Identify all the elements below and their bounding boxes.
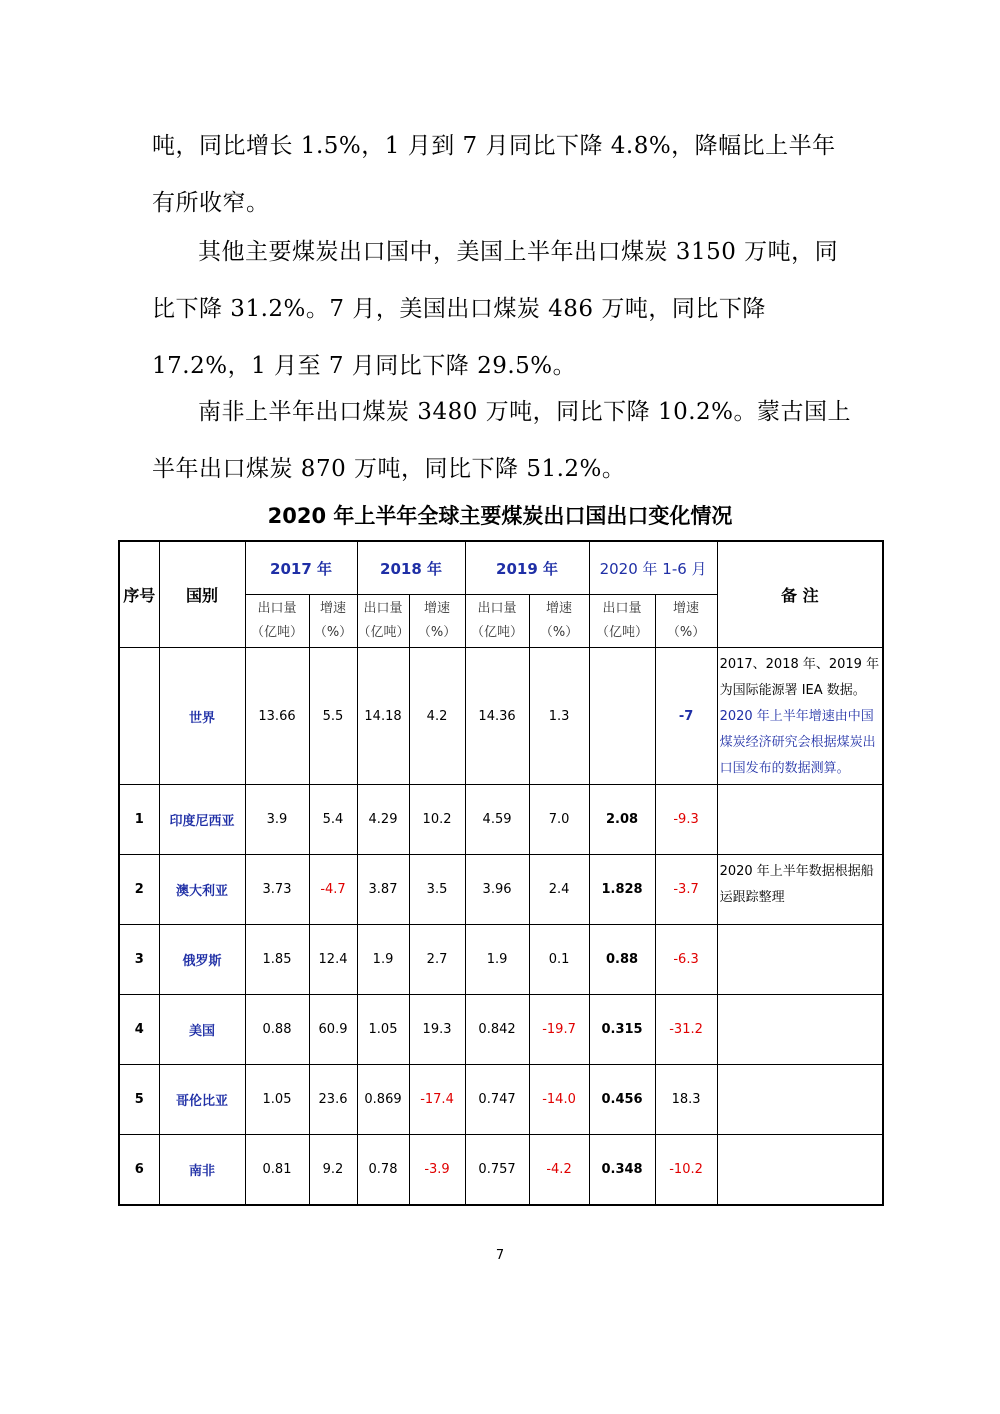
cell-g2019: -4.2 [529, 1135, 589, 1206]
table-row [119, 925, 883, 995]
cell-g2018: 19.3 [409, 995, 465, 1065]
cell-g2018: 4.2 [409, 648, 465, 785]
cell-seq: 2 [119, 855, 159, 925]
cell-v2018: 0.78 [357, 1135, 409, 1206]
cell-v2019: 1.9 [465, 925, 529, 995]
cell-seq: 4 [119, 995, 159, 1065]
cell-g2020: -3.7 [655, 855, 717, 925]
cell-g2018: 10.2 [409, 785, 465, 855]
cell-g2019: 0.1 [529, 925, 589, 995]
cell-g2019: 7.0 [529, 785, 589, 855]
cell-v2020: 0.88 [589, 925, 655, 995]
cell-v2017: 13.66 [245, 648, 309, 785]
cell-remark [717, 995, 883, 1065]
table-row [119, 1135, 883, 1206]
subheader-growth: 增速 （%） [309, 595, 357, 648]
cell-v2020: 2.08 [589, 785, 655, 855]
header-2018: 2018 年 [357, 541, 465, 595]
subheader-export: 出口量 （亿吨） [589, 595, 655, 648]
cell-g2017: -4.7 [309, 855, 357, 925]
cell-v2018: 1.9 [357, 925, 409, 995]
header-2017: 2017 年 [245, 541, 357, 595]
cell-v2018: 3.87 [357, 855, 409, 925]
header-2020: 2020 年 1-6 月 [589, 541, 717, 595]
header-2019: 2019 年 [465, 541, 589, 595]
cell-remark: 2020 年上半年数据根据船运跟踪整理 [717, 855, 883, 925]
cell-remark [717, 925, 883, 995]
table-row-world [119, 648, 883, 785]
cell-v2017: 0.81 [245, 1135, 309, 1206]
cell-g2019: -14.0 [529, 1065, 589, 1135]
cell-v2017: 1.85 [245, 925, 309, 995]
cell-v2019: 0.747 [465, 1065, 529, 1135]
paragraph-1: 吨，同比增长 1.5%，1 月到 7 月同比下降 4.8%，降幅比上半年有所收窄。 [152, 133, 836, 216]
cell-g2017: 12.4 [309, 925, 357, 995]
subheader-growth: 增速 （%） [529, 595, 589, 648]
cell-country: 美国 [159, 995, 245, 1065]
cell-v2019: 4.59 [465, 785, 529, 855]
cell-g2019: 2.4 [529, 855, 589, 925]
cell-v2019: 0.842 [465, 995, 529, 1065]
cell-v2019: 3.96 [465, 855, 529, 925]
cell-g2017: 23.6 [309, 1065, 357, 1135]
cell-v2017: 3.9 [245, 785, 309, 855]
cell-v2020 [589, 648, 655, 785]
cell-g2020: 18.3 [655, 1065, 717, 1135]
cell-g2019: 1.3 [529, 648, 589, 785]
cell-g2017: 5.4 [309, 785, 357, 855]
subheader-growth: 增速 （%） [655, 595, 717, 648]
table-row [119, 1065, 883, 1135]
cell-country: 俄罗斯 [159, 925, 245, 995]
cell-g2020: -31.2 [655, 995, 717, 1065]
subheader-growth: 增速 （%） [409, 595, 465, 648]
cell-v2020: 1.828 [589, 855, 655, 925]
header-seq: 序号 [119, 541, 159, 648]
cell-country: 南非 [159, 1135, 245, 1206]
cell-v2019: 0.757 [465, 1135, 529, 1206]
cell-seq: 5 [119, 1065, 159, 1135]
cell-g2018: 2.7 [409, 925, 465, 995]
cell-g2017: 5.5 [309, 648, 357, 785]
cell-v2020: 0.456 [589, 1065, 655, 1135]
remark-text-blue: 2020 年上半年增速由中国煤炭经济研究会根据煤炭出口国发布的数据测算。 [719, 709, 876, 776]
subheader-export: 出口量 （亿吨） [465, 595, 529, 648]
header-remark: 备 注 [717, 541, 883, 648]
cell-g2020: -9.3 [655, 785, 717, 855]
cell-v2018: 14.18 [357, 648, 409, 785]
paragraph-3: 南非上半年出口煤炭 3480 万吨，同比下降 10.2%。蒙古国上半年出口煤炭 870 万吨，同比下降 51.2%。 [152, 399, 852, 482]
cell-g2017: 9.2 [309, 1135, 357, 1206]
cell-v2018: 4.29 [357, 785, 409, 855]
cell-seq: 3 [119, 925, 159, 995]
cell-remark [717, 1135, 883, 1206]
header-country: 国别 [159, 541, 245, 648]
cell-remark [717, 785, 883, 855]
subheader-export: 出口量 （亿吨） [357, 595, 409, 648]
cell-v2017: 3.73 [245, 855, 309, 925]
paragraph-2: 其他主要煤炭出口国中，美国上半年出口煤炭 3150 万吨，同比下降 31.2%。7 月，美国出口煤炭 486 万吨，同比下降 17.2%，1 月至 7 月同比下降 29.5%。 [152, 239, 839, 379]
cell-g2017: 60.9 [309, 995, 357, 1065]
cell-remark [717, 1065, 883, 1135]
cell-remark [717, 648, 883, 785]
cell-seq: 1 [119, 785, 159, 855]
cell-seq: 6 [119, 1135, 159, 1206]
cell-g2018: -17.4 [409, 1065, 465, 1135]
cell-country: 印度尼西亚 [159, 785, 245, 855]
cell-seq [119, 648, 159, 785]
cell-v2020: 0.348 [589, 1135, 655, 1206]
header-row [119, 541, 883, 595]
cell-g2020: -6.3 [655, 925, 717, 995]
cell-v2020: 0.315 [589, 995, 655, 1065]
table-row [119, 785, 883, 855]
cell-g2020: -10.2 [655, 1135, 717, 1206]
cell-country: 澳大利亚 [159, 855, 245, 925]
cell-v2018: 0.869 [357, 1065, 409, 1135]
coal-export-table [118, 540, 884, 1206]
cell-v2019: 14.36 [465, 648, 529, 785]
cell-v2017: 0.88 [245, 995, 309, 1065]
cell-g2018: 3.5 [409, 855, 465, 925]
table-row [119, 995, 883, 1065]
cell-g2018: -3.9 [409, 1135, 465, 1206]
table-title: 2020 年上半年全球主要煤炭出口国出口变化情况 [267, 504, 733, 528]
cell-v2017: 1.05 [245, 1065, 309, 1135]
table-row [119, 855, 883, 925]
page-number: 7 [495, 1248, 505, 1263]
subheader-export: 出口量 （亿吨） [245, 595, 309, 648]
remark-text: 2017、2018 年、2019 年为国际能源署 IEA 数据。 [719, 657, 880, 698]
cell-v2018: 1.05 [357, 995, 409, 1065]
cell-g2019: -19.7 [529, 995, 589, 1065]
cell-g2020: -7 [655, 648, 717, 785]
cell-country: 世界 [159, 648, 245, 785]
cell-country: 哥伦比亚 [159, 1065, 245, 1135]
